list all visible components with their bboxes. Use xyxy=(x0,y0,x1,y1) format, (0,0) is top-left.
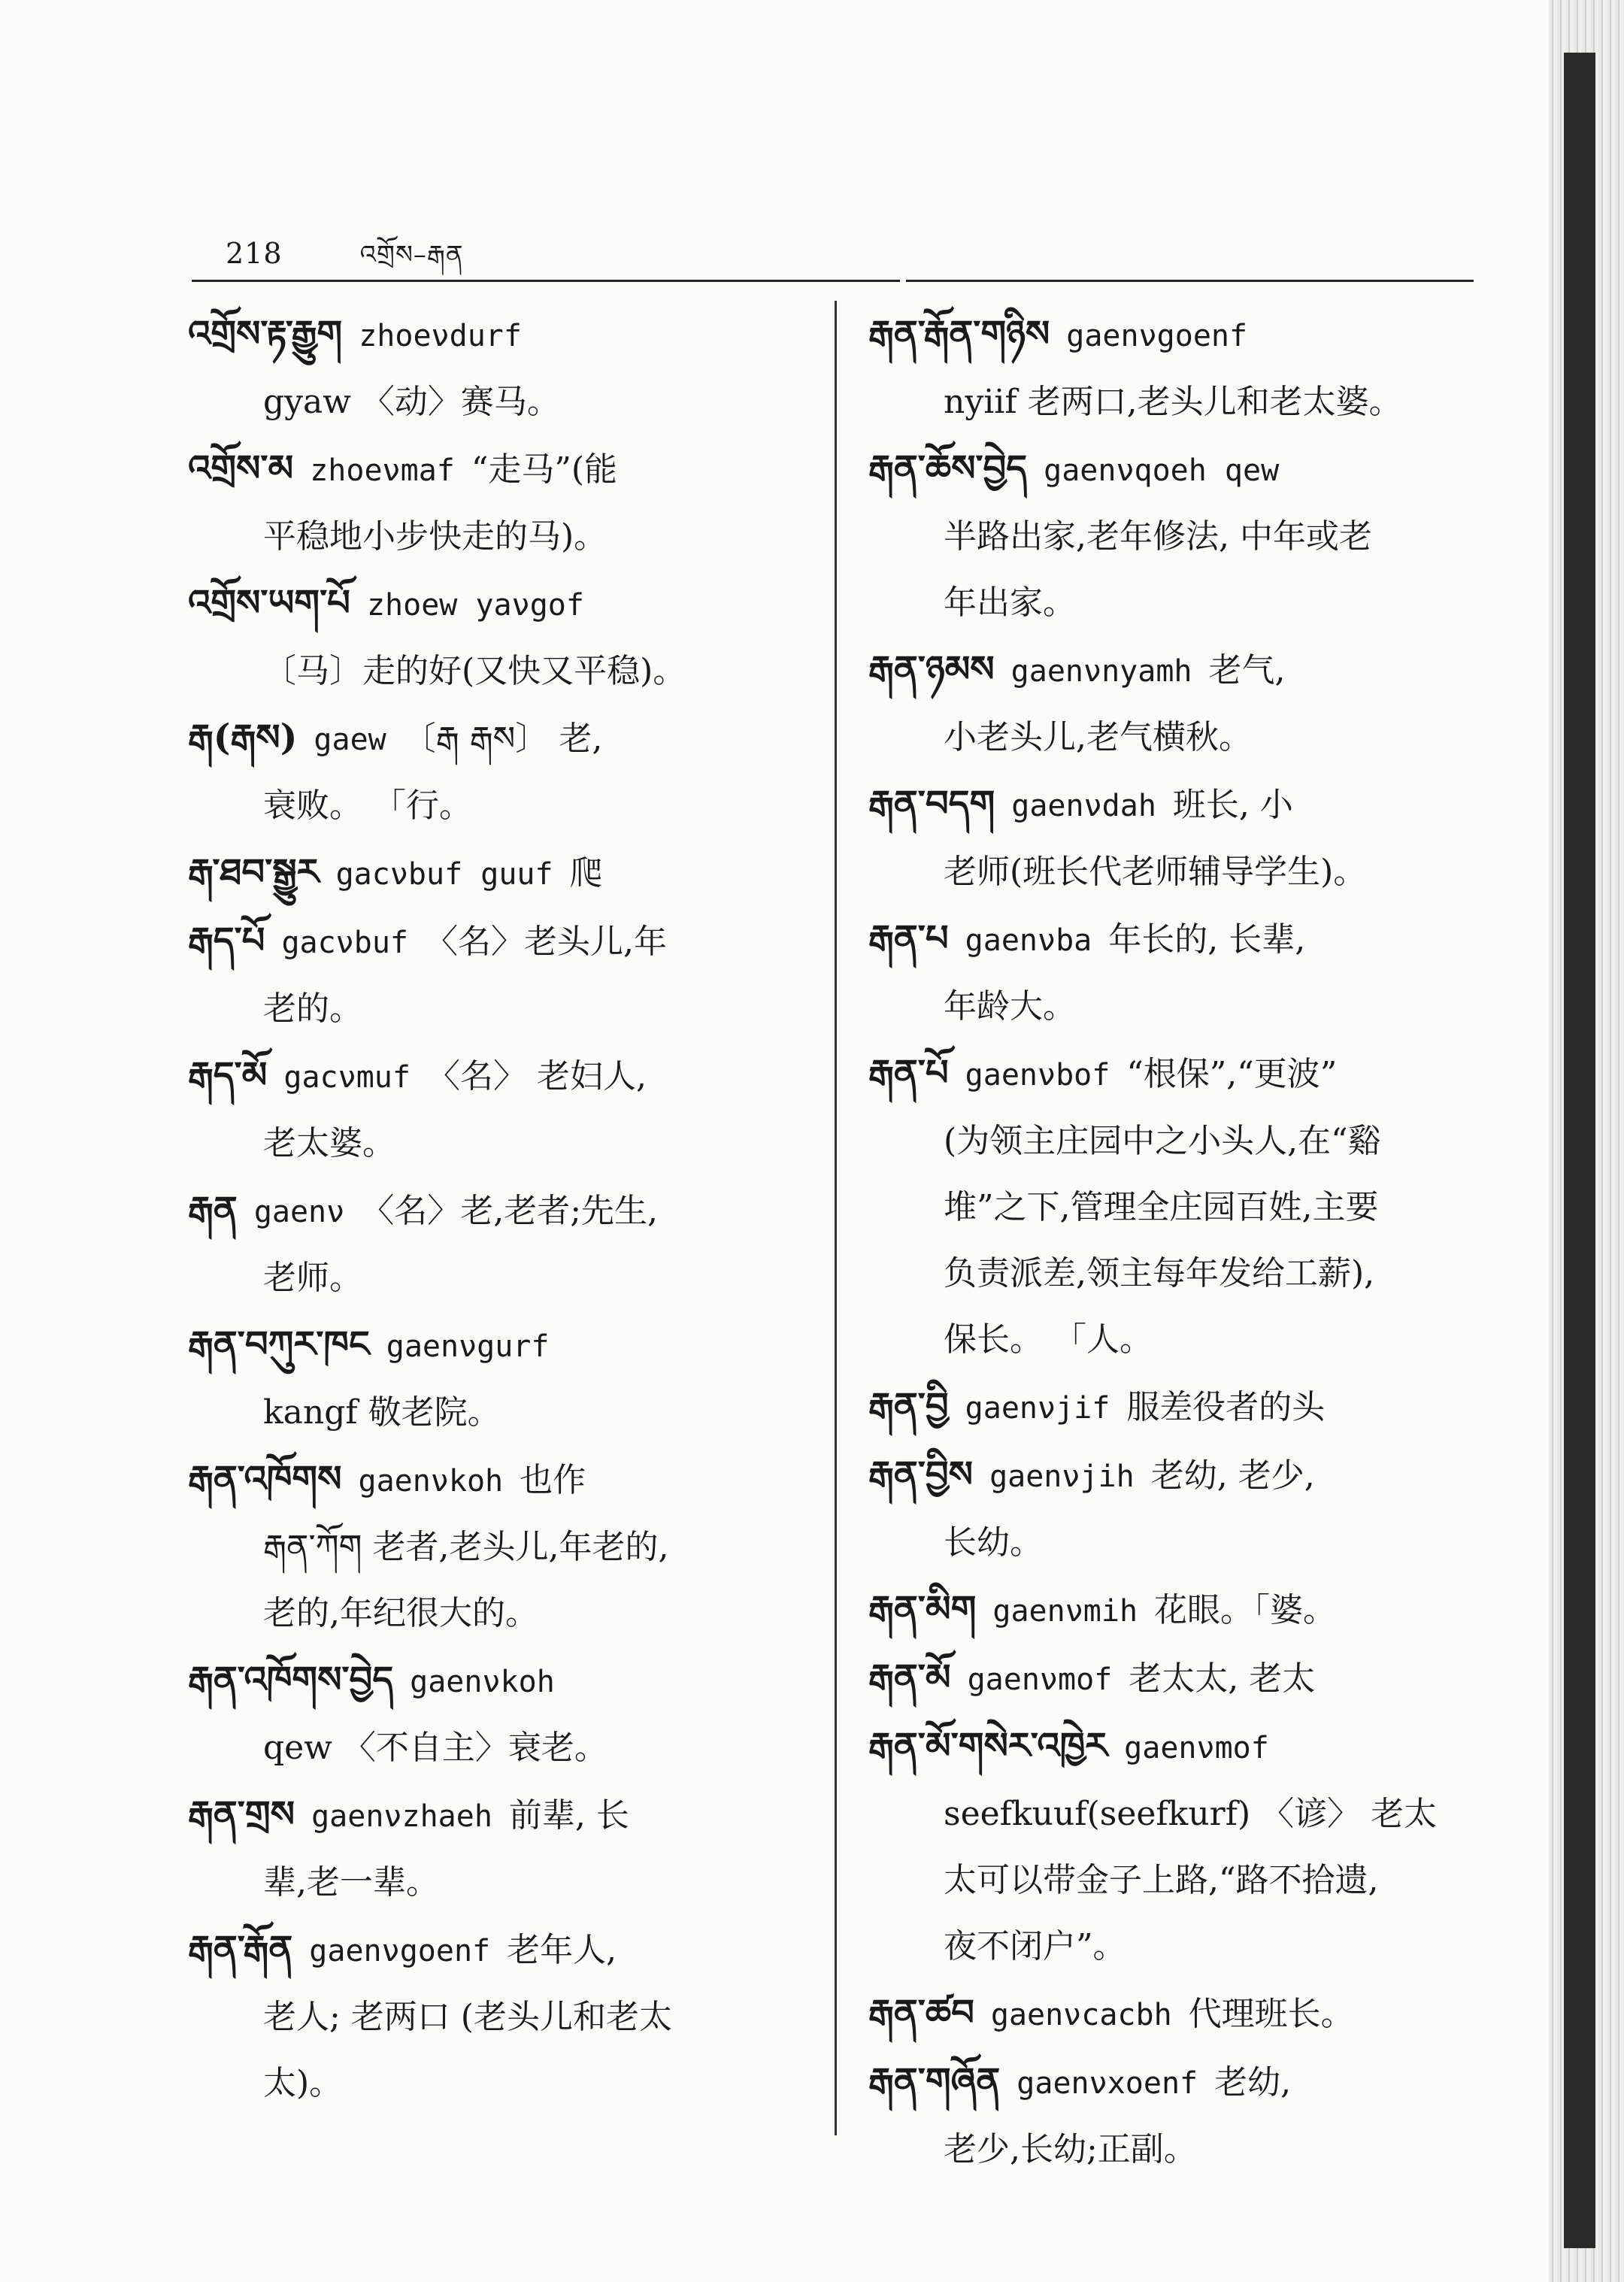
entry-headline xyxy=(868,435,1485,504)
definition-continuation: 老的,年纪很大的。 xyxy=(263,1594,538,1632)
dictionary-entry xyxy=(868,435,1485,570)
definition: 前辈, 长 xyxy=(508,1796,629,1835)
definition: 服差役者的头 xyxy=(1126,1388,1326,1426)
tibetan-headword: རྒན་པ xyxy=(868,917,949,959)
entry-headline xyxy=(188,908,820,976)
entry-headline xyxy=(868,1576,1485,1644)
tibetan-headword: རྒན་རྒོན་གཉིས xyxy=(868,313,1050,355)
romanization: gaenνjih xyxy=(989,1459,1135,1494)
romanization: gaenνnyamh xyxy=(1010,654,1192,689)
definition: 班长, 小 xyxy=(1172,786,1293,824)
entry-headline xyxy=(868,301,1485,369)
dictionary-entry xyxy=(188,705,820,839)
entry-headline xyxy=(188,570,820,638)
romanization: gacνbuf xyxy=(281,926,409,960)
tibetan-headword: རྒན་ཚབ xyxy=(868,1992,974,2034)
definition: 老幼, xyxy=(1214,2063,1292,2102)
definition: 〈名〉老,老者;先生, xyxy=(361,1192,659,1230)
right-column xyxy=(868,301,1485,2183)
page-number: 218 xyxy=(226,237,283,270)
definition: 〈名〉老头儿,年 xyxy=(425,923,668,961)
romanization: gacνmuf xyxy=(283,1060,411,1095)
tibetan-headword: རྒ(རྒས) xyxy=(188,717,298,759)
definition-continuation: 衰败。 「行。 xyxy=(263,786,472,825)
dictionary-entry xyxy=(868,1980,1485,2048)
definition-continuation: 年龄大。 xyxy=(944,987,1076,1026)
tibetan-headword: རྒན་བདག xyxy=(868,783,995,825)
dictionary-entry xyxy=(868,1713,1485,1847)
definition-continuation: 小老头儿,老气横秋。 xyxy=(944,718,1252,756)
dictionary-entry xyxy=(188,1580,820,1647)
romanization: gaenνba xyxy=(965,923,1092,958)
tibetan-headword: རྒན་གཞོན xyxy=(868,2060,1001,2102)
dictionary-entry xyxy=(188,908,820,1042)
entry-headline xyxy=(188,301,820,369)
entry-headline xyxy=(188,1177,820,1245)
definition-continuation: 老的。 xyxy=(263,989,362,1028)
left-column xyxy=(188,301,820,2117)
entry-headline xyxy=(868,1713,1485,1781)
dictionary-entry xyxy=(188,1647,820,1781)
dictionary-entry xyxy=(868,1576,1485,1644)
entry-headline xyxy=(868,771,1485,839)
tibetan-headword: རྒན་འཁོགས་བྱེད xyxy=(188,1659,394,1701)
dictionary-entry xyxy=(188,839,820,908)
romanization: gaenνbof xyxy=(965,1058,1110,1093)
definition-continuation: 夜不闭户”。 xyxy=(944,1927,1126,1965)
dictionary-entry xyxy=(188,301,820,435)
definition-continuation: 老少,长幼;正副。 xyxy=(944,2130,1197,2168)
dictionary-entry xyxy=(868,1441,1485,1576)
definition-continuation: 老太婆。 xyxy=(263,1124,395,1162)
dictionary-entry xyxy=(868,636,1485,771)
entry-headline xyxy=(868,905,1485,974)
dictionary-entry xyxy=(868,1241,1485,1307)
definition: 老年人, xyxy=(507,1931,617,1969)
definition-continuation: 〔马〕走的好(又快又平稳)。 xyxy=(263,652,686,690)
romanization: gaenνgoenf xyxy=(1066,319,1248,353)
definition: 爬 xyxy=(569,854,603,892)
definition-continuation: qew 〈不自主〉衰老。 xyxy=(263,1729,607,1767)
column-divider xyxy=(835,301,837,2135)
dictionary-entry xyxy=(188,1916,820,2050)
romanization: gacνbuf guuf xyxy=(335,857,553,892)
dictionary-entry xyxy=(188,1177,820,1311)
dictionary-entry xyxy=(188,1042,820,1177)
tibetan-headword: རྒན་བྱི xyxy=(868,1385,949,1427)
romanization: gaenνxoenf xyxy=(1017,2066,1198,2101)
dictionary-entry xyxy=(868,570,1485,636)
entry-headline xyxy=(188,705,820,773)
entry-headline xyxy=(188,1446,820,1514)
romanization: zhoeνdurf xyxy=(359,319,522,353)
romanization: gaenν xyxy=(253,1195,345,1229)
definition: 〔རྒ རྒས〕 老, xyxy=(402,720,603,758)
definition-continuation: 半路出家,老年修法, 中年或老 xyxy=(944,517,1372,556)
header-rule-right xyxy=(906,280,1474,282)
tibetan-headword: འགྲོས་ཡག་པོ xyxy=(188,582,350,624)
definition-continuation: (为领主庄园中之小头人,在“谿 xyxy=(944,1122,1381,1160)
entry-headline xyxy=(188,1042,820,1111)
dictionary-entry xyxy=(868,1847,1485,1914)
definition-continuation: seefkuuf(seefkurf) 〈谚〉 老太 xyxy=(944,1795,1438,1833)
tibetan-headword: རྒན་བཀུར་ཁང xyxy=(188,1323,370,1365)
tibetan-headword: རྒན་གྲས xyxy=(188,1793,295,1835)
definition-continuation: རྒན་ཀོག 老者,老头儿,年老的, xyxy=(263,1528,669,1566)
dictionary-entry xyxy=(868,1307,1485,1373)
definition-continuation: 太)。 xyxy=(263,2064,343,2102)
definition: 年长的, 长辈, xyxy=(1108,920,1306,959)
page-title: འགྲོས–རྒན xyxy=(359,240,464,270)
entry-headline xyxy=(868,1441,1485,1510)
dictionary-entry xyxy=(868,905,1485,1040)
dictionary-entry xyxy=(188,1311,820,1446)
tibetan-headword: རྒན་འཁོགས xyxy=(188,1458,342,1500)
tibetan-headword: རྒད་མོ xyxy=(188,1054,268,1096)
romanization: gaenνgurf xyxy=(386,1329,550,1364)
definition: “根保”,“更波” xyxy=(1126,1055,1338,1093)
dictionary-entry xyxy=(868,2048,1485,2183)
tibetan-headword: རྒན་ཆོས་བྱེད xyxy=(868,447,1028,489)
definition-continuation: kangf 敬老院。 xyxy=(263,1393,501,1432)
definition-continuation: 负责派差,领主每年发给工薪), xyxy=(944,1254,1375,1293)
definition-continuation: 长幼。 xyxy=(944,1523,1043,1562)
romanization: gaenνmof xyxy=(1124,1731,1269,1765)
dictionary-entry xyxy=(868,1174,1485,1241)
tibetan-headword: རྒན xyxy=(188,1189,238,1231)
tibetan-headword: རྒན་མོ xyxy=(868,1656,951,1699)
dictionary-entry xyxy=(868,301,1485,435)
dictionary-entry xyxy=(188,1446,820,1580)
dictionary-entry xyxy=(188,435,820,570)
definition: 〈名〉 老妇人, xyxy=(426,1057,647,1096)
entry-headline xyxy=(868,636,1485,705)
romanization: gaenνqoeh qew xyxy=(1044,453,1280,488)
definition-continuation: 年出家。 xyxy=(944,583,1076,622)
dictionary-entry xyxy=(868,1644,1485,1713)
definition: 老幼, 老少, xyxy=(1150,1456,1315,1495)
romanization: gaenνkoh xyxy=(358,1464,504,1499)
definition: 老太太, 老太 xyxy=(1129,1659,1316,1698)
tibetan-headword: རྒན་ཉམས xyxy=(868,648,995,690)
tibetan-headword: འགྲོས་རྟ་རྒྱུག xyxy=(188,313,343,355)
romanization: gaew xyxy=(314,723,386,757)
definition-continuation: 堆”之下,管理全庄园百姓,主要 xyxy=(944,1188,1379,1226)
dictionary-entry xyxy=(868,1040,1485,1174)
entry-headline xyxy=(188,1647,820,1715)
tibetan-headword: རྒན་མོ་གསེར་འཁྱེར xyxy=(868,1725,1108,1767)
entry-headline xyxy=(188,1781,820,1850)
definition: 老气, xyxy=(1208,651,1286,689)
romanization: gaenνmof xyxy=(967,1662,1113,1697)
definition-continuation: 保长。 「人。 xyxy=(944,1320,1153,1359)
romanization: gaenνmih xyxy=(992,1594,1138,1629)
entry-headline xyxy=(188,839,820,908)
entry-headline xyxy=(188,435,820,504)
definition-continuation: 辈,老一辈。 xyxy=(263,1863,439,1902)
entry-headline xyxy=(868,1980,1485,2048)
definition-continuation: 太可以带金子上路,“路不拾遗, xyxy=(944,1861,1379,1899)
entry-headline xyxy=(868,1040,1485,1108)
definition-continuation: 老人; 老两口 (老头儿和老太 xyxy=(263,1998,672,2036)
dictionary-entry xyxy=(188,1781,820,1916)
entry-headline xyxy=(868,1373,1485,1441)
page-binding-edge xyxy=(1549,0,1624,2282)
dictionary-entry xyxy=(868,1373,1485,1441)
page-header xyxy=(226,226,464,298)
dictionary-entry xyxy=(868,1914,1485,1980)
definition: 也作 xyxy=(520,1461,586,1499)
tibetan-headword: རྒན་མིག xyxy=(868,1588,977,1630)
entry-headline xyxy=(868,1644,1485,1713)
definition-continuation: 平稳地小步快走的马)。 xyxy=(263,517,607,556)
tibetan-headword: རྒ་ཐབ་སྒྱུར xyxy=(188,851,320,893)
dictionary-entry xyxy=(868,771,1485,905)
definition-continuation: nyiif 老两口,老头儿和老太婆。 xyxy=(944,383,1402,421)
romanization: gaenνzhaeh xyxy=(311,1799,492,1834)
romanization: gaenνgoenf xyxy=(309,1934,491,1968)
dictionary-entry xyxy=(188,570,820,705)
romanization: zhoew yaνgof xyxy=(366,588,584,623)
romanization: gaenνdah xyxy=(1011,789,1156,823)
definition: “走马”(能 xyxy=(471,450,618,489)
romanization: zhoeνmaf xyxy=(310,453,455,488)
definition-continuation: 老师。 xyxy=(263,1259,362,1297)
tibetan-headword: འགྲོས་མ xyxy=(188,447,294,489)
romanization: gaenνjif xyxy=(965,1391,1110,1426)
tibetan-headword: རྒད་པོ xyxy=(188,920,265,962)
definition-continuation: gyaw 〈动〉赛马。 xyxy=(263,383,560,421)
definition: 代理班长。 xyxy=(1188,1995,1354,2033)
tibetan-headword: རྒན་རྒོན xyxy=(188,1928,293,1970)
entry-headline xyxy=(188,1311,820,1380)
definition: 花眼。「婆。 xyxy=(1154,1591,1337,1629)
romanization: gaenνcacbh xyxy=(990,1998,1172,2032)
romanization: gaenνkoh xyxy=(410,1665,555,1699)
definition-continuation: 老师(班长代老师辅导学生)。 xyxy=(944,853,1367,891)
header-rule-left xyxy=(192,280,900,282)
tibetan-headword: རྒན་བྱིས xyxy=(868,1453,974,1496)
entry-headline xyxy=(188,1916,820,1984)
dictionary-entry xyxy=(188,2050,820,2117)
entry-headline xyxy=(868,2048,1485,2117)
tibetan-headword: རྒན་པོ xyxy=(868,1052,949,1094)
